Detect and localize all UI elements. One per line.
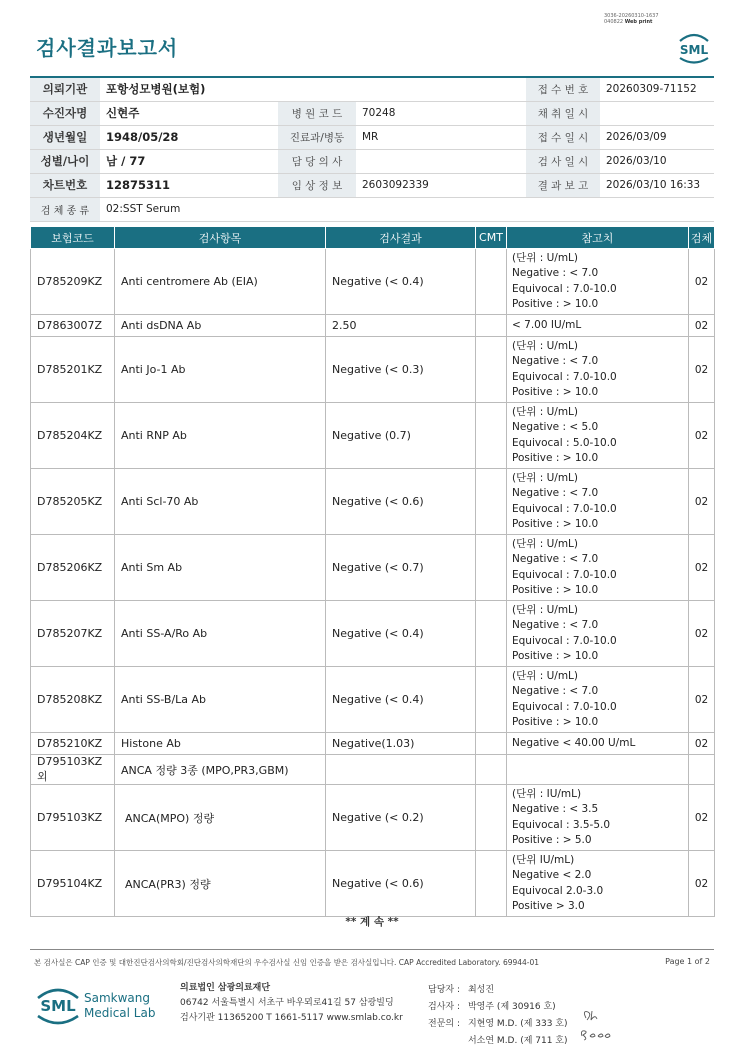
info-label: 생년월일 — [30, 125, 100, 149]
result-reference — [507, 601, 689, 667]
header-ref: 참고치 — [507, 227, 689, 249]
staff-label: 전문의 : — [428, 1019, 460, 1029]
result-cmt — [476, 667, 507, 733]
reference-line: Equivocal : 3.5-5.0 — [512, 818, 611, 831]
result-cmt — [476, 601, 507, 667]
info-value: 1948/05/28 — [100, 125, 278, 149]
page-title: 검사결과보고서 — [36, 36, 179, 60]
result-row — [31, 337, 715, 403]
result-value: Negative (< 0.3) — [326, 337, 476, 403]
result-code: D785208KZ — [31, 667, 115, 733]
result-specimen: 02 — [689, 601, 715, 667]
staff-value: 박영주 (제 30916 호) — [467, 1002, 556, 1012]
reference-line: Positive : > 10.0 — [512, 452, 599, 464]
result-reference — [507, 667, 689, 733]
info-label: 검 체 종 류 — [30, 197, 100, 221]
staff-label: 담당자 : — [428, 985, 460, 995]
result-cmt — [476, 535, 507, 601]
result-value: Negative (< 0.7) — [326, 535, 476, 601]
results-table — [30, 226, 715, 917]
result-item: Anti Jo-1 Ab — [115, 337, 326, 403]
org-contact: 검사기관 11365200 T 1661-5117 www.smlab.co.kr — [180, 1013, 403, 1023]
reference-line: (단위 : U/mL) — [512, 471, 578, 484]
result-row — [31, 469, 715, 535]
info-label: 수진자명 — [30, 101, 100, 125]
reference-line: Positive : > 5.0 — [512, 834, 592, 846]
result-specimen: 02 — [689, 337, 715, 403]
result-reference — [507, 315, 689, 337]
reference-line: Positive : > 10.0 — [512, 298, 599, 310]
reference-line: Equivocal : 7.0-10.0 — [512, 700, 617, 713]
result-value: Negative (< 0.2) — [326, 785, 476, 851]
info-value: 신현주 — [100, 101, 278, 125]
result-cmt — [476, 851, 507, 917]
info-row — [30, 173, 714, 197]
info-value: 2026/03/10 — [600, 149, 714, 173]
reference-line: Negative : < 7.0 — [512, 685, 599, 697]
sml-logo-icon — [674, 27, 714, 67]
result-item: ANCA(PR3) 정량 — [115, 851, 326, 917]
reference-line: Equivocal : 7.0-10.0 — [512, 282, 617, 295]
result-row — [31, 249, 715, 315]
header-code: 보험코드 — [31, 227, 115, 249]
footer-logo-line1: Samkwang — [84, 991, 150, 1005]
result-row — [31, 601, 715, 667]
reference-line: Negative : < 3.5 — [512, 803, 599, 815]
result-item: Anti RNP Ab — [115, 403, 326, 469]
info-value: 포항성모병원(보험) — [100, 77, 526, 101]
result-cmt — [476, 403, 507, 469]
reference-line: Negative : < 7.0 — [512, 619, 599, 631]
organization-info — [180, 981, 403, 1026]
info-label: 결 과 보 고 — [526, 173, 600, 197]
info-row — [30, 197, 714, 221]
result-cmt — [476, 315, 507, 337]
continued-note: ** 계 속 ** — [345, 916, 399, 928]
page-number: Page 1 of 2 — [665, 957, 710, 966]
info-label: 검 사 일 시 — [526, 149, 600, 173]
info-row — [30, 77, 714, 101]
result-code: D785201KZ — [31, 337, 115, 403]
result-row — [31, 785, 715, 851]
info-label: 채 취 일 시 — [526, 101, 600, 125]
result-specimen: 02 — [689, 249, 715, 315]
result-row — [31, 667, 715, 733]
staff-value: 지현영 M.D. (제 333 호) — [467, 1019, 568, 1029]
header-cmt: CMT — [476, 227, 507, 249]
reference-line: Positive : > 10.0 — [512, 518, 599, 530]
result-row — [31, 733, 715, 755]
result-cmt — [476, 469, 507, 535]
result-code: D795104KZ — [31, 851, 115, 917]
result-value — [326, 755, 476, 785]
reference-line: Negative < 2.0 — [512, 869, 592, 881]
reference-line: Positive : > 10.0 — [512, 386, 599, 398]
result-cmt — [476, 755, 507, 785]
reference-line: Equivocal : 7.0-10.0 — [512, 634, 617, 647]
footer-logo-line2: Medical Lab — [84, 1006, 156, 1020]
result-specimen: 02 — [689, 535, 715, 601]
reference-line: (단위 : U/mL) — [512, 669, 578, 682]
reference-line: (단위 : U/mL) — [512, 405, 578, 418]
result-item: Anti centromere Ab (EIA) — [115, 249, 326, 315]
result-row — [31, 403, 715, 469]
result-item: Histone Ab — [115, 733, 326, 755]
info-label: 의뢰기관 — [30, 77, 100, 101]
result-specimen — [689, 755, 715, 785]
reference-line: (단위 : U/mL) — [512, 603, 578, 616]
info-value: 70248 — [356, 101, 526, 125]
result-specimen: 02 — [689, 733, 715, 755]
result-code: D785209KZ — [31, 249, 115, 315]
result-row — [31, 315, 715, 337]
staff-value: 서소연 M.D. (제 711 호) — [467, 1036, 568, 1046]
print-meta: 3036-20260310-1637 040822 Web print — [604, 13, 659, 25]
org-address: 06742 서울특별시 서초구 바우뫼로41길 57 삼광빌딩 — [180, 998, 394, 1008]
info-value: 2026/03/10 16:33 — [600, 173, 714, 197]
result-code: D795103KZ외 — [31, 755, 115, 785]
result-specimen: 02 — [689, 469, 715, 535]
result-code: D785206KZ — [31, 535, 115, 601]
info-value: 2603092339 — [356, 173, 526, 197]
result-value: Negative (< 0.4) — [326, 667, 476, 733]
result-value: Negative (< 0.6) — [326, 469, 476, 535]
result-cmt — [476, 733, 507, 755]
reference-line: Equivocal : 7.0-10.0 — [512, 502, 617, 515]
info-value: 남 / 77 — [100, 149, 278, 173]
result-code: D785207KZ — [31, 601, 115, 667]
result-specimen: 02 — [689, 315, 715, 337]
result-item: Anti dsDNA Ab — [115, 315, 326, 337]
result-cmt — [476, 337, 507, 403]
reference-line: Negative < 40.00 U/mL — [512, 736, 636, 749]
reference-line: < 7.00 IU/mL — [512, 318, 582, 331]
results-header-row — [31, 227, 715, 249]
result-value: 2.50 — [326, 315, 476, 337]
result-reference — [507, 851, 689, 917]
result-row — [31, 755, 715, 785]
info-value — [600, 101, 714, 125]
reference-line: Positive : > 10.0 — [512, 584, 599, 596]
info-row — [30, 101, 714, 125]
info-row — [30, 149, 714, 173]
reference-line: Positive > 3.0 — [512, 900, 585, 912]
result-item: ANCA(MPO) 정량 — [115, 785, 326, 851]
samkwang-logo-icon — [36, 980, 166, 1030]
reference-line: Negative : < 7.0 — [512, 553, 599, 565]
info-label: 진료과/병동 — [278, 125, 356, 149]
result-value: Negative (< 0.4) — [326, 601, 476, 667]
info-label: 성별/나이 — [30, 149, 100, 173]
header-item: 검사항목 — [115, 227, 326, 249]
result-row — [31, 535, 715, 601]
result-code: D795103KZ — [31, 785, 115, 851]
reference-line: Equivocal : 7.0-10.0 — [512, 370, 617, 383]
header-result: 검사결과 — [326, 227, 476, 249]
result-row — [31, 851, 715, 917]
reference-line: Positive : > 10.0 — [512, 650, 599, 662]
info-label: 병 원 코 드 — [278, 101, 356, 125]
result-item: ANCA 정량 3종 (MPO,PR3,GBM) — [115, 755, 326, 785]
staff-info — [426, 981, 570, 1051]
info-value: 20260309-71152 — [600, 77, 714, 101]
info-value: 12875311 — [100, 173, 278, 197]
result-reference — [507, 337, 689, 403]
staff-value: 최성진 — [467, 985, 495, 995]
reference-line: Negative : < 7.0 — [512, 267, 599, 279]
result-code: D7863007Z — [31, 315, 115, 337]
reference-line: Equivocal : 5.0-10.0 — [512, 436, 617, 449]
result-cmt — [476, 785, 507, 851]
footer-logo-abbr: SML — [40, 997, 76, 1015]
info-value: 02:SST Serum — [100, 197, 714, 221]
staff-label: 검사자 : — [428, 1002, 460, 1012]
logo-text: SML — [679, 43, 709, 57]
info-label: 임 상 정 보 — [278, 173, 356, 197]
reference-line: Negative : < 5.0 — [512, 421, 599, 433]
reference-line: Positive : > 10.0 — [512, 716, 599, 728]
result-code: D785210KZ — [31, 733, 115, 755]
result-specimen: 02 — [689, 851, 715, 917]
info-value: 2026/03/09 — [600, 125, 714, 149]
result-code: D785205KZ — [31, 469, 115, 535]
info-row — [30, 125, 714, 149]
reference-line: (단위 : U/mL) — [512, 251, 578, 264]
reference-line: Equivocal 2.0-3.0 — [512, 884, 604, 897]
result-reference — [507, 785, 689, 851]
info-label: 접 수 일 시 — [526, 125, 600, 149]
result-value: Negative (0.7) — [326, 403, 476, 469]
result-reference — [507, 469, 689, 535]
result-item: Anti SS-B/La Ab — [115, 667, 326, 733]
header-specimen: 검체 — [689, 227, 715, 249]
info-label: 차트번호 — [30, 173, 100, 197]
reference-line: Negative : < 7.0 — [512, 487, 599, 499]
org-name: 의료법인 삼광의료재단 — [180, 983, 271, 993]
result-specimen: 02 — [689, 785, 715, 851]
result-value: Negative (< 0.4) — [326, 249, 476, 315]
result-value: Negative(1.03) — [326, 733, 476, 755]
result-item: Anti Scl-70 Ab — [115, 469, 326, 535]
info-value: MR — [356, 125, 526, 149]
reference-line: Equivocal : 7.0-10.0 — [512, 568, 617, 581]
result-specimen: 02 — [689, 403, 715, 469]
result-reference — [507, 733, 689, 755]
reference-line: (단위 : U/mL) — [512, 537, 578, 550]
reference-line: (단위 IU/mL) — [512, 853, 575, 866]
result-item: Anti SS-A/Ro Ab — [115, 601, 326, 667]
result-specimen: 02 — [689, 667, 715, 733]
staff-label — [428, 1034, 460, 1049]
results-body — [31, 249, 715, 917]
reference-line: (단위 : IU/mL) — [512, 787, 582, 800]
result-reference — [507, 403, 689, 469]
result-code: D785204KZ — [31, 403, 115, 469]
result-reference — [507, 755, 689, 785]
certification-note: 본 검사실은 CAP 인증 및 대한진단검사의학회/진단검사의학재단의 우수검사실 신임 인증을 받은 검사실입니다. CAP Accredited Laboratory. 69944-01 — [34, 958, 540, 967]
result-item: Anti Sm Ab — [115, 535, 326, 601]
reference-line: (단위 : U/mL) — [512, 339, 578, 352]
reference-line: Negative : < 7.0 — [512, 355, 599, 367]
signature-icon — [578, 1006, 618, 1042]
result-value: Negative (< 0.6) — [326, 851, 476, 917]
info-value — [356, 149, 526, 173]
result-reference — [507, 249, 689, 315]
result-cmt — [476, 249, 507, 315]
info-label: 접 수 번 호 — [526, 77, 600, 101]
info-label: 담 당 의 사 — [278, 149, 356, 173]
patient-info-table — [30, 76, 714, 222]
result-reference — [507, 535, 689, 601]
footer-divider — [30, 949, 714, 950]
